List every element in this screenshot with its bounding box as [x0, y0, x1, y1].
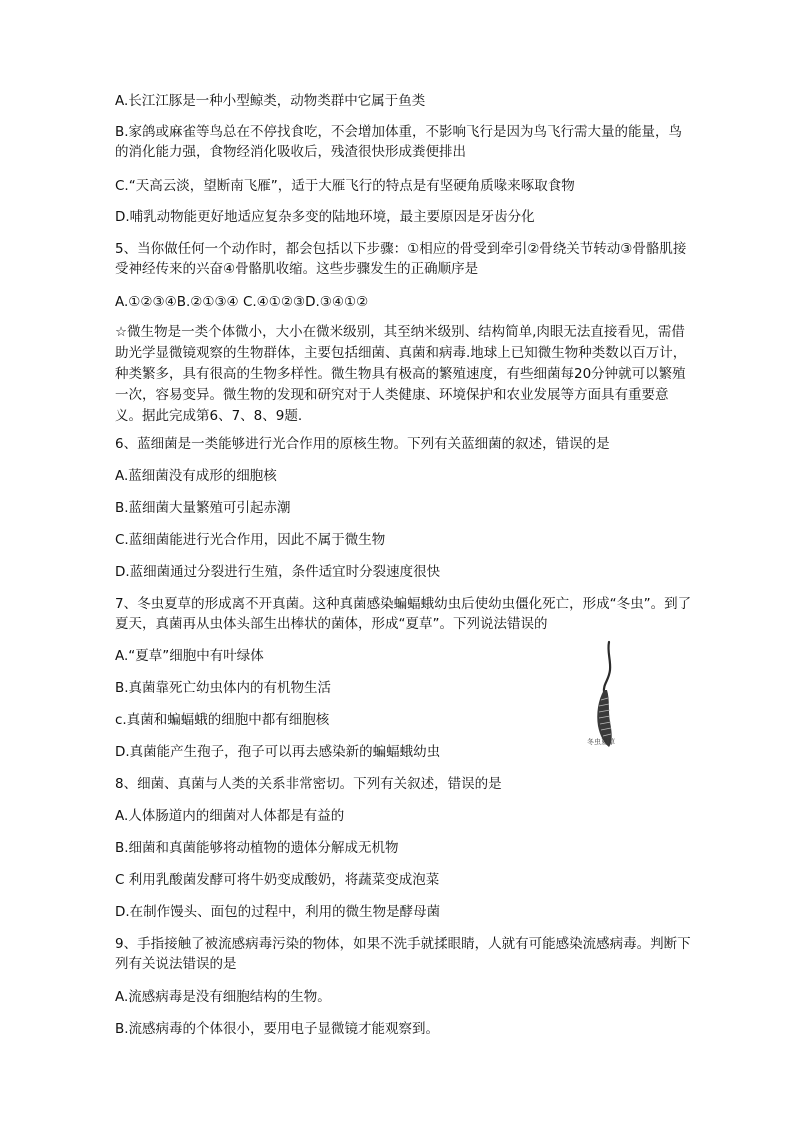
q7-option-c: c.真菌和蝙蝠蛾的细胞中都有细胞核: [115, 712, 330, 728]
q9-option-a: A.流感病毒是没有细胞结构的生物。: [115, 989, 331, 1005]
q4-option-b: B.家鸽或麻雀等鸟总在不停找食吃，不会增加体重，不影响飞行是因为鸟飞行需大量的能量，鸟的消化能力强，食物经消化吸收后，残渣很快形成粪便排出: [115, 124, 683, 160]
q7-option-a: A.“夏草”细胞中有叶绿体: [115, 648, 264, 664]
q4-option-c: C.“天高云淡，望断南飞雁”，适于大雁飞行的特点是有坚硬角质喙来啄取食物: [115, 178, 575, 194]
q7-option-b: B.真菌靠死亡幼虫体内的有机物生活: [115, 680, 332, 696]
q9-stem: 9、手指接触了被流感病毒污染的物体，如果不洗手就揉眼睛，人就有可能感染流感病毒。判断下列有关说法错误的是: [115, 936, 691, 972]
q4-option-a: A.长江江豚是一种小型鲸类，动物类群中它属于鱼类: [115, 93, 426, 109]
q9-option-b: B.流感病毒的个体很小，要用电子显微镜才能观察到。: [115, 1021, 440, 1037]
q6-option-c: C.蓝细菌能进行光合作用，因此不属于微生物: [115, 532, 386, 548]
q5-options: A.①②③④B.②①③④ C.④①②③D.③④①②: [115, 294, 369, 310]
q8-stem: 8、细菌、真菌与人类的关系非常密切。下列有关叙述，错误的是: [115, 776, 502, 792]
q5-stem: 5、当你做任何一个动作时，都会包括以下步骤：①相应的骨受到牵引②骨绕关节转动③骨骼肌接受神经传来的兴奋④骨骼肌收缩。这些步骤发生的正确顺序是: [115, 241, 687, 277]
q7-option-d: D.真菌能产生孢子，孢子可以再去感染新的蝙蝠蛾幼虫: [115, 744, 441, 760]
q8-option-b: B.细菌和真菌能够将动植物的遗体分解成无机物: [115, 840, 399, 856]
cordyceps-caption: 冬虫夏草: [587, 738, 615, 746]
q8-option-d: D.在制作馒头、面包的过程中，利用的微生物是酵母菌: [115, 904, 441, 920]
q7-stem: 7、冬虫夏草的形成离不开真菌。这种真菌感染蝙蝠蛾幼虫后使幼虫僵化死亡，形成“冬虫”。到了夏天，真菌再从虫体头部生出棒状的菌体，形成“夏草”。下列说法错误的: [115, 596, 692, 632]
q8-option-c: C 利用乳酸菌发酵可将牛奶变成酸奶，将蔬菜变成泡菜: [115, 872, 440, 888]
q8-option-a: A.人体肠道内的细菌对人体都是有益的: [115, 808, 345, 824]
q6-option-d: D.蓝细菌通过分裂进行生殖，条件适宜时分裂速度很快: [115, 564, 441, 580]
q4-option-d: D.哺乳动物能更好地适应复杂多变的陆地环境，最主要原因是牙齿分化: [115, 209, 535, 225]
q6-stem: 6、蓝细菌是一类能够进行光合作用的原核生物。下列有关蓝细菌的叙述，错误的是: [115, 436, 610, 452]
q6-option-a: A.蓝细菌没有成形的细胞核: [115, 468, 277, 484]
microbe-passage: ☆微生物是一类个体微小，大小在微米级别，其至纳米级别、结构简单,肉眼无法直接看见，需借助光学显微镜观察的生物群体，主要包括细菌、真菌和病毒.地球上已知微生物种类数以百万计，种类繁多，具有很高的生物多样性。微生物具有极高的繁殖速度，有些细菌每20分钟就可以繁殖一次，容易变异。微生物的发现和研究对于人类健康、环境保护和农业发展等方面具有重要意义。据此完成第6、7、8、9题.: [115, 324, 687, 424]
q6-option-b: B.蓝细菌大量繁殖可引起赤潮: [115, 500, 291, 516]
